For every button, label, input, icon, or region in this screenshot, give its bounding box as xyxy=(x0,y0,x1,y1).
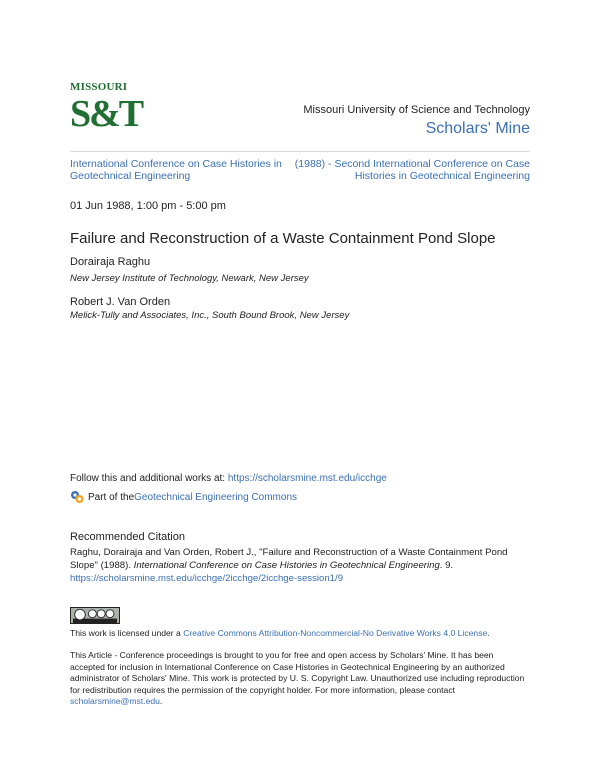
follow-line xyxy=(70,473,387,484)
access-statement xyxy=(70,650,530,708)
contact-email-link[interactable]: scholarsmine@mst.edu xyxy=(70,696,160,706)
mst-logo xyxy=(70,81,143,138)
conference-series-link[interactable]: International Conference on Case Histories in Geotechnical Engineering xyxy=(70,158,282,182)
citation-url-link[interactable]: https://scholarsmine.mst.edu/icchge/2icchge/2icchge-session1/9 xyxy=(70,573,344,584)
cc-license-badge-icon[interactable] xyxy=(70,607,120,624)
author-name: Dorairaja Raghu xyxy=(70,256,151,268)
part-of-line xyxy=(70,490,297,504)
license-line xyxy=(70,628,490,638)
access-suffix: . xyxy=(159,696,163,706)
access-text: This Article - Conference proceedings is brought to you for free and open access by Scholars' Mine. It has been accepted for inclusion in International Conference on Case Histories in Geotechnical Engineering by an authorized administrator of Scholars' Mine. This work is protected by U. S. Copyright Law. Unauthorized use including reproduction for redistribution requires the permission of the copyright holder. For more information, please contact xyxy=(70,650,525,695)
citation-text xyxy=(70,546,530,585)
part-of-prefix: Part of the xyxy=(88,491,135,503)
repository-link[interactable]: Scholars' Mine xyxy=(425,120,530,137)
follow-prefix: Follow this and additional works at: xyxy=(70,473,228,484)
header-divider xyxy=(70,151,530,152)
license-suffix: . xyxy=(487,628,490,638)
citation-authors-title: Raghu, Dorairaja and Van Orden, Robert J., "Failure and Reconstruction of a Waste Containment Pond Slope" (1988). xyxy=(70,547,508,571)
bepress-network-icon xyxy=(70,490,84,504)
author-affiliation: Melick-Tully and Associates, Inc., South Bound Brook, New Jersey xyxy=(70,310,350,321)
citation-heading: Recommended Citation xyxy=(70,531,185,543)
commons-link[interactable]: Geotechnical Engineering Commons xyxy=(134,491,298,503)
session-date: 01 Jun 1988, 1:00 pm - 5:00 pm xyxy=(70,200,226,212)
author-affiliation: New Jersey Institute of Technology, Newark, New Jersey xyxy=(70,273,309,284)
license-link[interactable]: Creative Commons Attribution-Noncommercial-No Derivative Works 4.0 License xyxy=(183,628,488,638)
follow-url-link[interactable]: https://scholarsmine.mst.edu/icchge xyxy=(227,473,387,484)
citation-number: . 9. xyxy=(439,560,454,571)
logo-monogram: S&T xyxy=(70,93,143,135)
author-name: Robert J. Van Orden xyxy=(70,296,171,308)
institution-name: Missouri University of Science and Technology xyxy=(303,104,530,116)
logo-wordmark: MISSOURI xyxy=(70,81,128,93)
paper-title: Failure and Reconstruction of a Waste Containment Pond Slope xyxy=(70,230,496,247)
citation-journal: International Conference on Case Histories in Geotechnical Engineering xyxy=(133,560,440,571)
conference-edition-link[interactable]: (1988) - Second International Conference on Case Histories in Geotechnical Engineering xyxy=(294,158,530,182)
license-prefix: This work is licensed under a xyxy=(70,628,184,638)
